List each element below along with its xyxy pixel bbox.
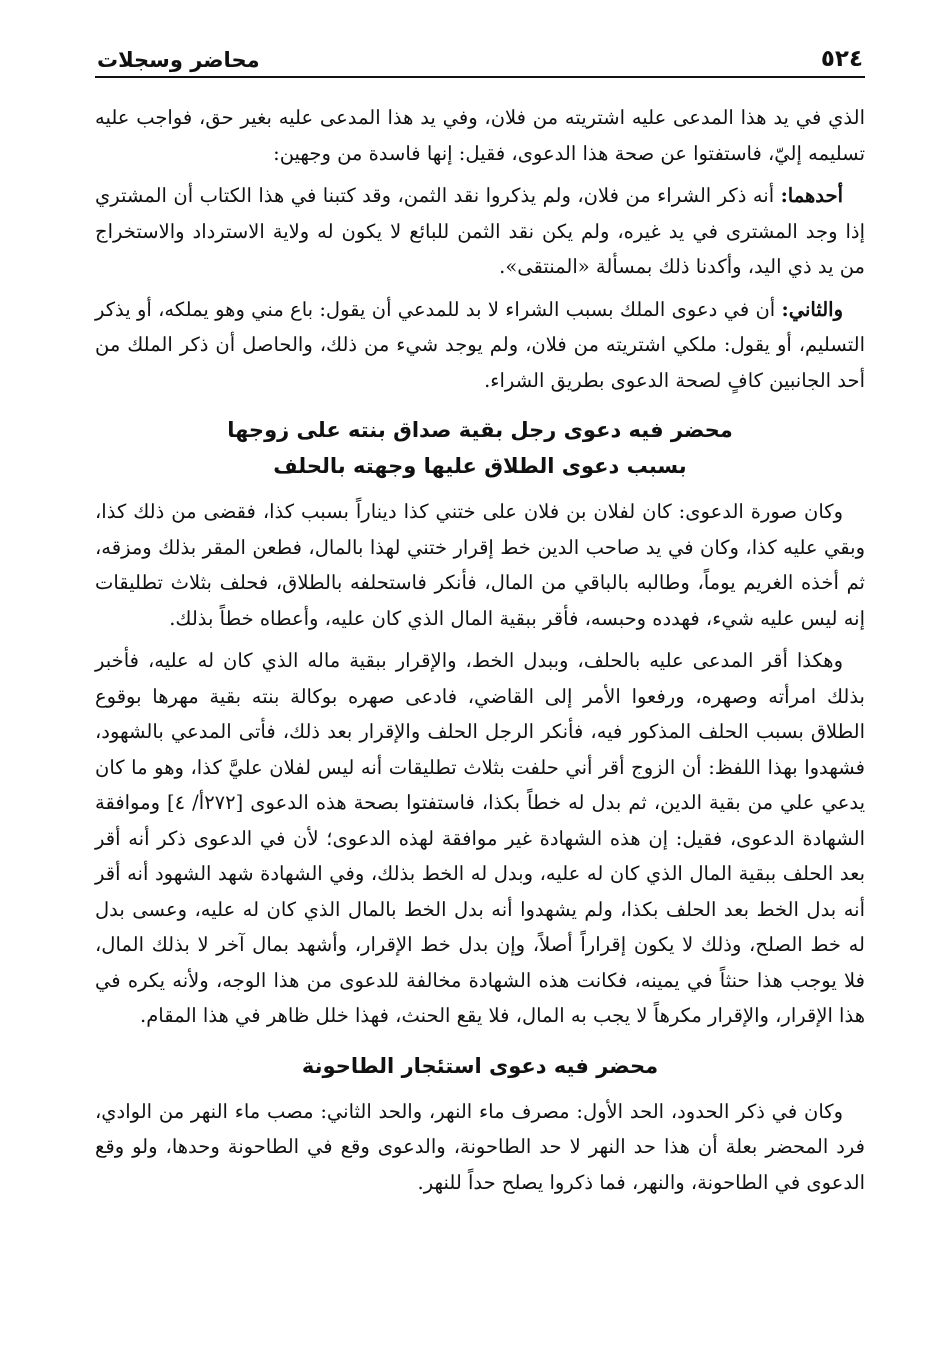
document-page xyxy=(95,40,865,1207)
paragraph-lead: والثاني: xyxy=(781,297,843,321)
running-title: محاضر وسجلات xyxy=(97,48,260,72)
section-title xyxy=(95,1048,865,1084)
page-number: ٥٢٤ xyxy=(820,46,863,72)
paragraph: وهكذا أقر المدعى عليه بالحلف، وببدل الخط، والإقرار ببقية ماله الذي كان له عليه، فأخبر بذلك امرأته وصهره، ورفعوا الأمر إلى القاضي، فادعى صهره بوكالة بنته بقية مهرها بوقوع الطلاق بسبب الحلف المذكور فيه، فأنكر الرجل الحلف والإقرار بعد ذلك، فأتى المدعي بالشهود، فشهدوا بهذا اللفظ: أن الزوج أقر أني حلفت بثلاث تطليقات أنه ليس لفلان عليَّ كذا، وهو ما كان يدعي علي من بقية الدين، ثم بدل له خطاً بكذا، فاستفتوا بصحة هذه الدعوى [٢٧٢أ/ ٤] وموافقة الشهادة الدعوى، فقيل: إن هذه الشهادة غير موافقة لهذه الدعوى؛ لأن في الدعوى ذكر أنه أقر بعد الحلف ببقية المال الذي كان له عليه، وبدل له الخط بذلك، وفي الشهادة شهد الشهود أنه أقر أنه بدل الخط بعد الحلف بكذا، ولم يشهدوا أنه بدل الخط بالمال الذي كان له عليه، وعسى بدل له خط الصلح، وذلك لا يكون إقراراً أصلاً، وإن بدل خط الإقرار، وأشهد بمال آخر لا بذلك المال، فلا يوجب هذا حنثاً في يمينه، فكانت هذه الشهادة مخالفة للدعوى من هذا الوجه، ولأنه يكره في هذا الإقرار، والإقرار مكرهاً لا يجب به المال، فلا يقع الحنث، فهذا خلل ظاهر في هذا المقام. xyxy=(95,649,866,1027)
page-body xyxy=(95,100,865,1200)
paragraph xyxy=(95,178,865,285)
section-title xyxy=(95,412,865,484)
paragraph: وكان صورة الدعوى: كان لفلان بن فلان على ختني كذا ديناراً بسبب كذا، فقضى من ذلك كذا، وبقي عليه كذا، وكان في يد صاحب الدين خط إقرار ختني لهذا بالمال، فطعن المقر بذلك ومزقه، ثم أخذه الغريم يوماً، وطالبه بالباقي من المال، فأنكر فاستحلفه بالطلاق، فحلف بثلاث تطليقات إنه ليس عليه شيء، فهدده وحبسه، فأقر ببقية المال الذي كان عليه، وأعطاه خطاً بذلك. xyxy=(95,500,865,630)
paragraph-lead: أحدهما: xyxy=(780,184,843,207)
page-header xyxy=(95,40,865,78)
section-title-line: محضر فيه دعوى استئجار الطاحونة xyxy=(301,1053,659,1078)
paragraph xyxy=(95,292,865,399)
section-title-line: محضر فيه دعوى رجل بقية صداق بنته على زوجها xyxy=(227,418,733,442)
paragraph: وكان في ذكر الحدود، الحد الأول: مصرف ماء النهر، والحد الثاني: مصب ماء النهر من الوادي، فرد المحضر بعلة أن هذا حد النهر لا حد الطاحونة، والدعوى وقع في الطاحونة وحدها، ولو وقع الدعوى في الطاحونة، والنهر، فما ذكروا يصلح حداً للنهر. xyxy=(95,1099,865,1194)
paragraph: الذي في يد هذا المدعى عليه اشتريته من فلان، وفي يد هذا المدعى عليه بغير حق، فواجب عليه تسليمه إليّ، فاستفتوا عن صحة هذا الدعوى، فقيل: إنها فاسدة من وجهين: xyxy=(95,106,865,165)
paragraph-text: أنه ذكر الشراء من فلان، ولم يذكروا نقد الثمن، وقد كتبنا في هذا الكتاب أن المشتري إذا وجد المشترى في يد غيره، ولم يكن نقد الثمن للبائع لا يكون له ولاية الاسترداد والاستخراج من يد ذي اليد، وأكدنا ذلك بمسألة «المنتقى». xyxy=(95,184,865,278)
section-title-line: بسبب دعوى الطلاق عليها وجهته بالحلف xyxy=(273,454,687,478)
paragraph-text: أن في دعوى الملك بسبب الشراء لا بد للمدعي أن يقول: باع مني وهو يملكه، أو يذكر التسليم، أو يقول: ملكي اشتريته من فلان، ولم يوجد شيء من ذلك، والحاصل أن ذكر الملك من أحد الجانبين كافٍ لصحة الدعوى بطريق الشراء. xyxy=(95,297,865,392)
